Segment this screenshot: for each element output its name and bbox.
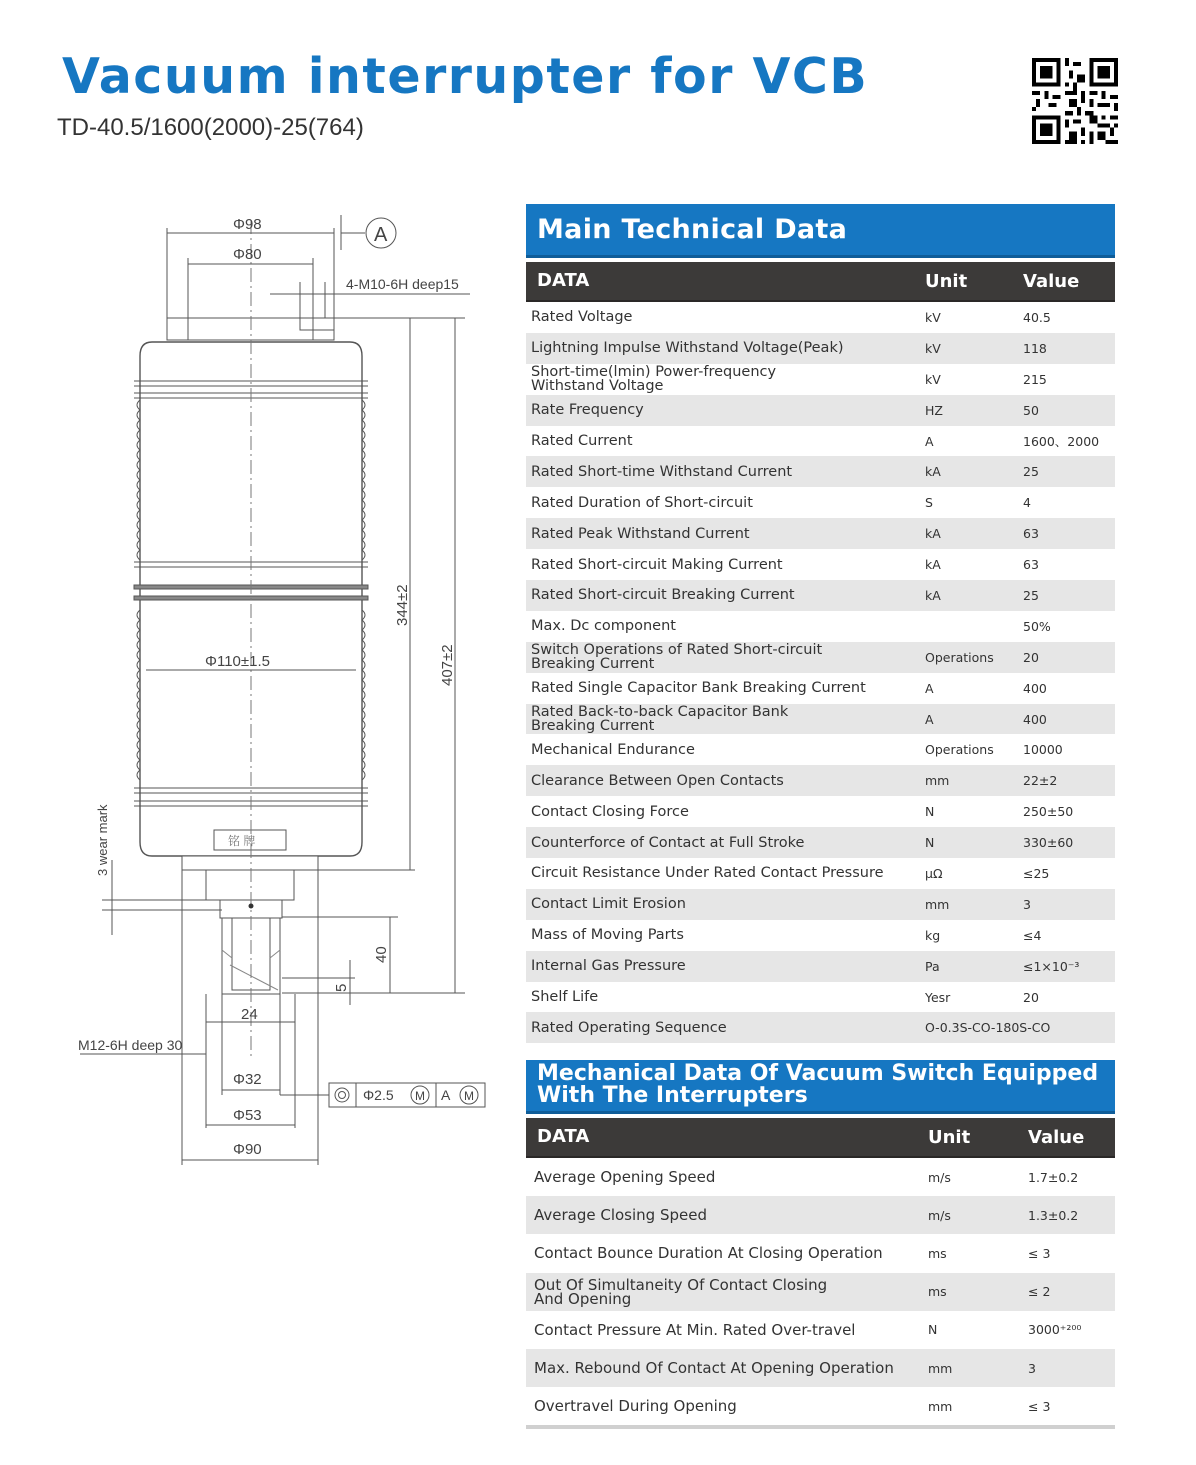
table-row bbox=[526, 951, 1115, 982]
table-row bbox=[526, 889, 1115, 920]
row-data: Contact Limit Erosion bbox=[531, 896, 686, 913]
table-row bbox=[526, 611, 1115, 642]
row-value: ≤ 3 bbox=[1028, 1398, 1051, 1414]
row-unit: mm bbox=[925, 773, 950, 789]
row-data: Circuit Resistance Under Rated Contact Pressure bbox=[531, 865, 884, 882]
row-unit: kA bbox=[925, 557, 941, 573]
row-data: Rated Short-circuit Breaking Current bbox=[531, 587, 795, 604]
table-row bbox=[526, 580, 1115, 611]
row-unit: Operations bbox=[925, 742, 994, 758]
mechanical-data-heading bbox=[526, 1060, 1115, 1114]
table-row bbox=[526, 796, 1115, 827]
row-unit: A bbox=[925, 680, 934, 696]
row-value: 1.7±0.2 bbox=[1028, 1169, 1079, 1185]
table-row bbox=[526, 1387, 1115, 1425]
tolerance-datum: A bbox=[441, 1087, 451, 1103]
row-value: 50 bbox=[1023, 402, 1039, 418]
row-data: Average Opening Speed bbox=[534, 1168, 716, 1187]
thread-bottom-label: M12-6H deep 30 bbox=[78, 1037, 183, 1053]
row-value: 330±60 bbox=[1023, 835, 1074, 851]
row-data: Overtravel During Opening bbox=[534, 1397, 737, 1416]
table-row bbox=[526, 765, 1115, 796]
table-row bbox=[526, 642, 1115, 673]
table-header bbox=[526, 1118, 1115, 1158]
row-unit: mm bbox=[928, 1360, 953, 1376]
table-row bbox=[526, 518, 1115, 549]
mechanical-data-table bbox=[526, 1118, 1115, 1425]
row-data: Rated Operating Sequence bbox=[531, 1019, 727, 1036]
table-header bbox=[526, 262, 1115, 302]
row-value: 250±50 bbox=[1023, 804, 1074, 820]
row-value: 3 bbox=[1023, 896, 1031, 912]
mechanical-heading-line2: With The Interrupters bbox=[537, 1083, 808, 1108]
row-data: Shelf Life bbox=[531, 989, 599, 1006]
table-row bbox=[526, 333, 1115, 364]
row-unit: ms bbox=[928, 1245, 947, 1261]
dim-407: 407±2 bbox=[439, 644, 456, 686]
table-row bbox=[526, 827, 1115, 858]
row-unit: m/s bbox=[928, 1207, 951, 1223]
row-data: Rated Back-to-back Capacitor Bank Breaking Current bbox=[531, 704, 789, 735]
row-unit: S bbox=[925, 495, 933, 511]
row-value: 10000 bbox=[1023, 742, 1063, 758]
thread-top-label: 4-M10-6H deep15 bbox=[346, 276, 459, 292]
page-title: Vacuum interrupter for VCB bbox=[62, 48, 869, 105]
row-value: 1600、2000 bbox=[1023, 434, 1100, 449]
row-data: Short-time(lmin) Power-frequency Withstand Voltage bbox=[531, 364, 777, 395]
table-row bbox=[526, 549, 1115, 580]
row-unit: A bbox=[925, 433, 934, 449]
mechanical-heading-line1: Mechanical Data Of Vacuum Switch Equipped bbox=[537, 1061, 1099, 1086]
row-data: Rated Short-circuit Making Current bbox=[531, 556, 783, 573]
row-unit: Yesr bbox=[925, 989, 951, 1005]
row-unit: kA bbox=[925, 526, 941, 542]
wear-mark-label: 3 wear mark bbox=[95, 804, 110, 876]
row-data: Clearance Between Open Contacts bbox=[531, 772, 784, 789]
row-unit: kA bbox=[925, 464, 941, 480]
row-unit: kV bbox=[925, 371, 941, 387]
dim-5: 5 bbox=[333, 983, 350, 992]
row-unit: kg bbox=[925, 927, 941, 943]
table-row bbox=[526, 1012, 1115, 1043]
row-unit: A bbox=[925, 711, 934, 727]
row-data: Contact Closing Force bbox=[531, 803, 689, 820]
header-data: DATA bbox=[537, 1126, 590, 1147]
table-row bbox=[526, 487, 1115, 518]
row-data: Mechanical Endurance bbox=[531, 741, 695, 758]
row-unit: m/s bbox=[928, 1169, 951, 1185]
row-value: ≤4 bbox=[1023, 927, 1042, 943]
row-value: 50% bbox=[1023, 618, 1051, 634]
tolerance-value: Φ2.5 bbox=[363, 1087, 394, 1103]
row-value: ≤ 3 bbox=[1028, 1245, 1051, 1261]
row-value: 1.3±0.2 bbox=[1028, 1207, 1079, 1223]
table-row bbox=[526, 704, 1115, 735]
row-value: 3 bbox=[1028, 1360, 1036, 1376]
row-unit: μΩ bbox=[925, 865, 943, 881]
row-value: 400 bbox=[1023, 711, 1047, 727]
dim-phi80: Φ80 bbox=[233, 246, 262, 263]
table-row bbox=[526, 673, 1115, 704]
dim-phi53: Φ53 bbox=[233, 1107, 262, 1124]
row-unit: kA bbox=[925, 587, 941, 603]
row-value: 118 bbox=[1023, 340, 1047, 356]
main-technical-data-heading: Main Technical Data bbox=[526, 204, 1115, 258]
table-row bbox=[526, 982, 1115, 1013]
row-data: Rated Duration of Short-circuit bbox=[531, 494, 753, 511]
table-row bbox=[526, 426, 1115, 457]
table-row bbox=[526, 1196, 1115, 1234]
row-value: 40.5 bbox=[1023, 309, 1051, 325]
row-data: Contact Pressure At Min. Rated Over-travel bbox=[534, 1320, 856, 1339]
row-unit: O-0.3S-CO-180S-CO bbox=[925, 1020, 1051, 1036]
dim-40: 40 bbox=[373, 946, 390, 963]
dim-344: 344±2 bbox=[394, 584, 411, 626]
row-data: Contact Bounce Duration At Closing Operation bbox=[534, 1244, 883, 1263]
row-unit: N bbox=[928, 1322, 938, 1338]
tolerance-m2: M bbox=[464, 1089, 474, 1103]
row-data: Mass of Moving Parts bbox=[531, 927, 684, 944]
table-row bbox=[526, 395, 1115, 426]
row-data: Rated Short-time Withstand Current bbox=[531, 463, 793, 480]
dim-24: 24 bbox=[241, 1006, 258, 1023]
row-unit: mm bbox=[925, 896, 950, 912]
row-data: Max. Rebound Of Contact At Opening Operation bbox=[534, 1359, 894, 1378]
row-value: 215 bbox=[1023, 371, 1047, 387]
dim-phi90: Φ90 bbox=[233, 1141, 262, 1158]
row-unit: ms bbox=[928, 1284, 947, 1300]
table-row bbox=[526, 302, 1115, 333]
row-unit: N bbox=[925, 804, 935, 820]
row-unit: mm bbox=[928, 1398, 953, 1414]
header-data: DATA bbox=[537, 270, 590, 291]
qr-code-icon bbox=[1032, 58, 1118, 144]
row-unit: N bbox=[925, 835, 935, 851]
row-value: 25 bbox=[1023, 464, 1039, 480]
table-row bbox=[526, 734, 1115, 765]
row-value: 22±2 bbox=[1023, 773, 1058, 789]
row-data: Internal Gas Pressure bbox=[531, 958, 686, 975]
row-unit: kV bbox=[925, 340, 941, 356]
row-value: 25 bbox=[1023, 587, 1039, 603]
header-unit: Unit bbox=[925, 270, 968, 292]
row-unit: Operations bbox=[925, 649, 994, 665]
row-value: 400 bbox=[1023, 680, 1047, 696]
header-unit: Unit bbox=[928, 1126, 971, 1148]
row-unit: HZ bbox=[925, 402, 943, 418]
header-value: Value bbox=[1028, 1126, 1085, 1148]
model-number: TD-40.5/1600(2000)-25(764) bbox=[57, 114, 364, 141]
table-row bbox=[526, 1234, 1115, 1272]
row-unit: kV bbox=[925, 309, 941, 325]
row-unit: Pa bbox=[925, 958, 940, 974]
row-value: 20 bbox=[1023, 989, 1039, 1005]
nameplate-text: 铭 牌 bbox=[228, 834, 256, 848]
header-value: Value bbox=[1023, 270, 1080, 292]
row-data: Lightning Impulse Withstand Voltage(Peak) bbox=[531, 340, 844, 357]
tolerance-m: M bbox=[415, 1089, 425, 1103]
row-value: 63 bbox=[1023, 526, 1039, 542]
dim-phi32: Φ32 bbox=[233, 1071, 262, 1088]
row-data: Rated Voltage bbox=[531, 309, 633, 326]
row-value: 4 bbox=[1023, 495, 1031, 511]
table-row bbox=[526, 920, 1115, 951]
row-value: ≤ 2 bbox=[1028, 1284, 1051, 1300]
table-row bbox=[526, 1158, 1115, 1196]
table-row bbox=[526, 1349, 1115, 1387]
table-row bbox=[526, 1273, 1115, 1311]
row-value: 63 bbox=[1023, 557, 1039, 573]
row-value: ≤25 bbox=[1023, 865, 1050, 881]
table-row bbox=[526, 1311, 1115, 1349]
table-bottom-rule bbox=[526, 1425, 1115, 1429]
interrupter-drawing bbox=[60, 200, 500, 1180]
table-row bbox=[526, 858, 1115, 889]
table-row bbox=[526, 456, 1115, 487]
row-value: 3000⁺²⁰⁰ bbox=[1028, 1322, 1082, 1338]
row-data: Max. Dc component bbox=[531, 618, 676, 635]
row-value: ≤1×10⁻³ bbox=[1023, 958, 1080, 974]
row-data: Out Of Simultaneity Of Contact Closing And Opening bbox=[534, 1275, 828, 1308]
row-data: Rate Frequency bbox=[531, 402, 644, 419]
row-data: Average Closing Speed bbox=[534, 1206, 707, 1225]
row-data: Switch Operations of Rated Short-circuit Breaking Current bbox=[531, 642, 823, 673]
dim-phi110: Φ110±1.5 bbox=[205, 653, 270, 670]
datum-label: A bbox=[374, 224, 388, 246]
main-technical-data-table bbox=[526, 262, 1115, 1043]
row-data: Rated Current bbox=[531, 433, 633, 449]
row-data: Counterforce of Contact at Full Stroke bbox=[531, 834, 805, 851]
row-value: 20 bbox=[1023, 649, 1039, 665]
row-data: Rated Single Capacitor Bank Breaking Current bbox=[531, 680, 866, 697]
table-row bbox=[526, 364, 1115, 395]
dim-phi98: Φ98 bbox=[233, 216, 262, 233]
row-data: Rated Peak Withstand Current bbox=[531, 525, 750, 542]
